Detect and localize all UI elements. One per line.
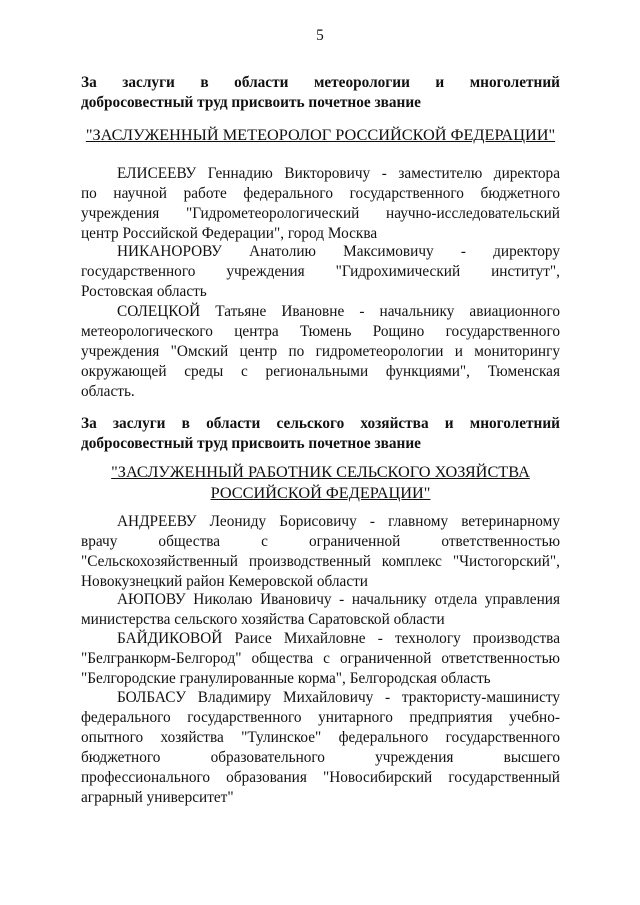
- entry-line: бюджетного образовательного учреждения высшего: [81, 749, 560, 766]
- section1-entry-nikanorov: [81, 242, 560, 302]
- section2-lead-line1: За заслуги в области сельского хозяйства и многолетний: [81, 415, 560, 432]
- entry-line: БАЙДИКОВОЙ Раисе Михайловне - технологу производства: [117, 630, 560, 647]
- entry-line: Ростовская область: [81, 283, 207, 300]
- entry-line: "Сельскохозяйственный производственный комплекс "Чистогорский",: [81, 553, 560, 570]
- entry-line: окружающей среды с региональными функциями", Тюменская: [81, 363, 560, 380]
- section2-title-line2: РОССИЙСКОЙ ФЕДЕРАЦИИ": [210, 483, 431, 502]
- section1-entry-soletskaya: [81, 302, 560, 402]
- section2-title-line1: "ЗАСЛУЖЕННЫЙ РАБОТНИК СЕЛЬСКОГО ХОЗЯЙСТВА: [111, 462, 530, 481]
- section1-title: "ЗАСЛУЖЕННЫЙ МЕТЕОРОЛОГ РОССИЙСКОЙ ФЕДЕРАЦИИ": [85, 125, 556, 144]
- entry-line: "Белгородские гранулированные корма", Белгородская область: [81, 670, 491, 687]
- entry-line: АЮПОВУ Николаю Ивановичу - начальнику отдела управления: [117, 591, 560, 608]
- entry-line: АНДРЕЕВУ Леониду Борисовичу - главному ветеринарному: [117, 513, 560, 530]
- entry-line: метеорологического центра Тюмень Рощино государственного: [81, 323, 560, 340]
- section1-entry-eliseev: [81, 164, 560, 244]
- section1-lead-line1: За заслуги в области метеорологии и многолетний: [81, 74, 560, 91]
- entry-line: министерства сельского хозяйства Саратовской области: [81, 611, 445, 628]
- entry-line: НИКАНОРОВУ Анатолию Максимовичу - директору: [117, 243, 560, 260]
- entry-line: врачу общества с ограниченной ответственностью: [81, 533, 560, 550]
- entry-line: опытного хозяйства "Тулинское" федерального государственного: [81, 729, 560, 746]
- section2-entry-andreev: [81, 512, 560, 592]
- entry-line: БОЛБАСУ Владимиру Михайловичу - трактористу-машинисту: [117, 689, 560, 706]
- page-number: 5: [316, 27, 324, 44]
- entry-line: профессионального образования "Новосибирский государственный: [81, 769, 560, 786]
- entry-line: по научной работе федерального государственного бюджетного: [81, 185, 560, 202]
- section2-lead-line2: добросовестный труд присвоить почетное звание: [81, 435, 421, 452]
- section2-lead: [81, 414, 560, 454]
- entry-line: аграрный университет": [81, 789, 234, 806]
- entry-line: "Белгранкорм-Белгород" общества с ограниченной ответственностью: [81, 650, 560, 667]
- section2-title: [81, 461, 560, 503]
- section2-entry-ayupov: [81, 590, 560, 630]
- entry-line: государственного учреждения "Гидрохимический институт",: [81, 263, 560, 280]
- entry-line: СОЛЕЦКОЙ Татьяне Ивановне - начальнику авиационного: [117, 303, 560, 320]
- entry-line: центр Российской Федерации", город Москва: [81, 225, 378, 242]
- entry-line: учреждения "Омский центр по гидрометеорологии и мониторингу: [81, 343, 560, 360]
- entry-line: Новокузнецкий район Кемеровской области: [81, 573, 368, 590]
- entry-line: ЕЛИСЕЕВУ Геннадию Викторовичу - заместителю директора: [117, 165, 560, 182]
- section1-lead: [81, 73, 560, 113]
- section2-entry-baidikova: [81, 629, 560, 689]
- entry-line: область.: [81, 383, 135, 400]
- section2-entry-bolbas: [81, 688, 560, 808]
- section1-lead-line2: добросовестный труд присвоить почетное звание: [81, 94, 421, 111]
- entry-line: федерального государственного унитарного предприятия учебно-: [81, 709, 560, 726]
- entry-line: учреждения "Гидрометеорологический научно-исследовательский: [81, 205, 560, 222]
